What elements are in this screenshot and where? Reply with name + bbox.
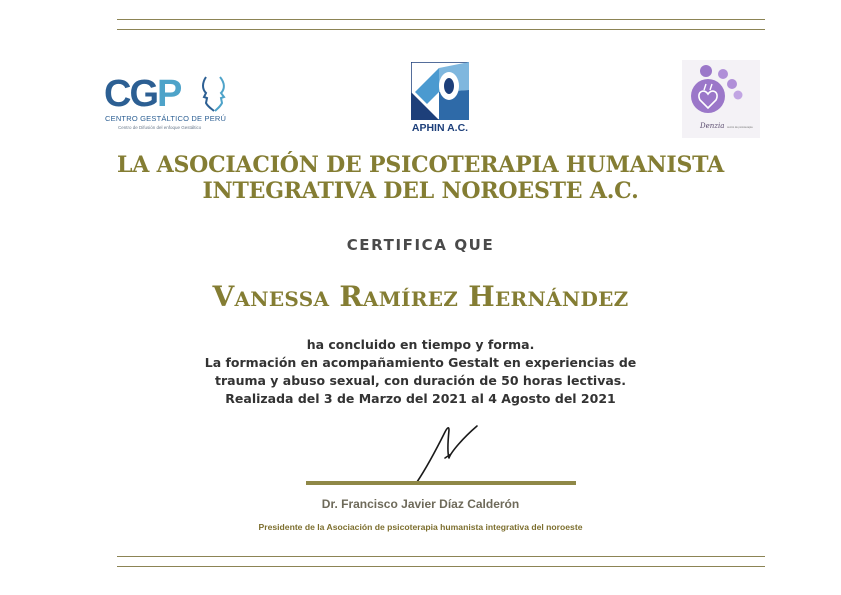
aphin-logo — [405, 62, 475, 136]
aphin-emblem-icon — [411, 62, 469, 120]
organization-title — [90, 152, 751, 204]
recipient-name: Vanessa Ramírez Hernández — [212, 280, 629, 313]
signer-name: Dr. Francisco Javier Díaz Calderón — [321, 497, 520, 511]
bottom-border-line-outer — [117, 566, 765, 567]
organization-line-1: LA ASOCIACIÓN DE PSICOTERAPIA HUMANISTA — [117, 152, 724, 178]
cgp-logo-subtitle: Centro de Difusión del enfoque Gestáltico — [118, 125, 202, 130]
denzia-logo-tagline: centro de psicoterapia — [727, 126, 753, 129]
paw-heart-icon — [682, 60, 760, 120]
certifies-heading: CERTIFICA QUE — [346, 236, 495, 254]
top-border-line — [117, 19, 765, 20]
cgp-logo-name: CENTRO GESTÁLTICO DE PERÚ — [105, 114, 227, 123]
cgp-logo — [104, 75, 234, 135]
bottom-border-line — [117, 556, 765, 557]
cgp-logo-letter-p: P — [157, 73, 181, 115]
body-line: trauma y abuso sexual, con duración de 50 horas lectivas. — [215, 373, 626, 388]
denzia-logo — [682, 60, 760, 138]
handwritten-signature — [405, 418, 495, 488]
profile-faces-icon — [200, 75, 230, 113]
signature-line — [306, 481, 576, 485]
top-border-line-inner — [117, 29, 765, 30]
body-line: Realizada del 3 de Marzo del 2021 al 4 Agosto del 2021 — [225, 391, 616, 406]
signer-role: Presidente de la Asociación de psicoterapia humanista integrativa del noroeste — [258, 522, 583, 532]
cgp-logo-letters: CG — [104, 73, 157, 115]
body-line: La formación en acompañamiento Gestalt en experiencias de — [204, 355, 637, 370]
denzia-logo-word: Denzia — [700, 122, 725, 130]
certificate-body — [0, 336, 841, 408]
aphin-logo-name: APHIN A.C. — [411, 122, 469, 134]
organization-line-2: INTEGRATIVA DEL NOROESTE A.C. — [202, 178, 639, 204]
body-line: ha concluido en tiempo y forma. — [306, 337, 535, 352]
